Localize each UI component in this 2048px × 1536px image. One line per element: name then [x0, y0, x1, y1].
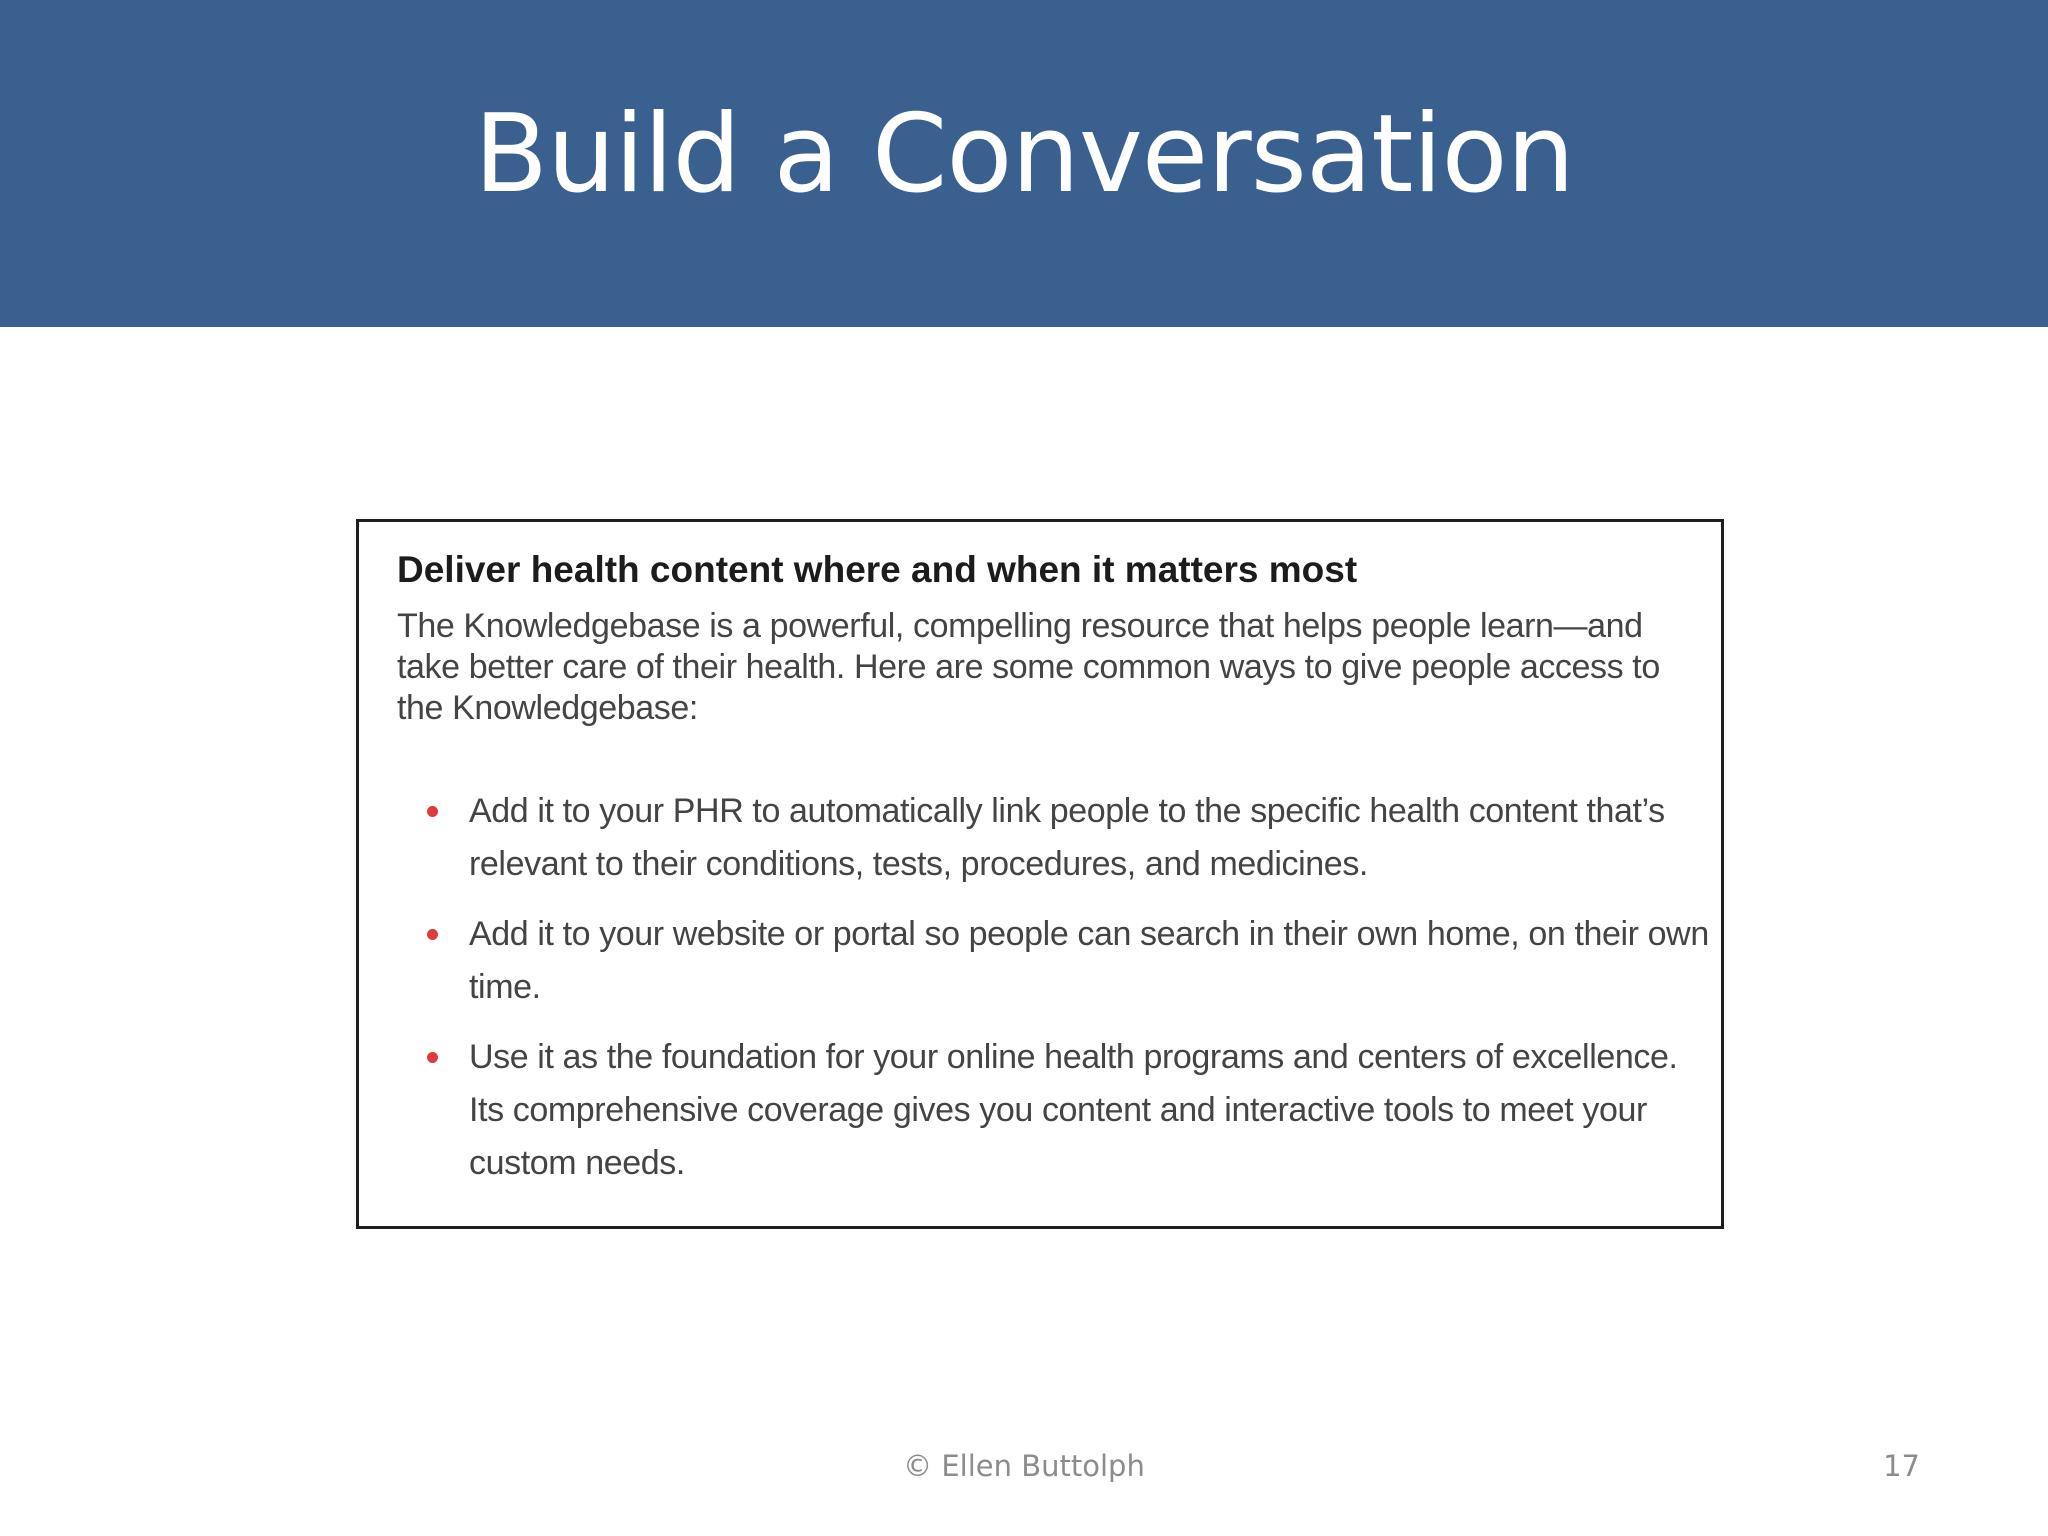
bullet-dot-icon [427, 806, 438, 817]
title-banner [0, 0, 2048, 327]
bullet-text: Add it to your website or portal so people can search in their own home, on their own time. [469, 915, 1709, 1007]
page-number: 17 [1883, 1449, 1920, 1483]
bullet-dot-icon [427, 929, 438, 940]
bullet-text: Add it to your PHR to automatically link people to the specific health content that’s relevant to their conditions, tests, procedures, and medicines. [469, 792, 1665, 884]
box-intro-paragraph: The Knowledgebase is a powerful, compelling resource that helps people learn—and take better care of their health. Here are some common ways to give people access to the Knowledgebase: [397, 607, 1660, 728]
bullet-text: Use it as the foundation for your online health programs and centers of excellence. Its comprehensive coverage gives you content and interactive tools to meet your custom needs. [469, 1038, 1678, 1183]
box-heading: Deliver health content where and when it matters most [397, 549, 1358, 590]
list-item [397, 1031, 1711, 1190]
bullet-list [397, 785, 1711, 1190]
list-item [397, 785, 1711, 891]
bullet-dot-icon [427, 1052, 438, 1063]
footer-copyright: © Ellen Buttolph [903, 1449, 1145, 1483]
list-item [397, 908, 1711, 1014]
slide-title: Build a Conversation [474, 91, 1574, 217]
content-screenshot-box [356, 519, 1724, 1229]
